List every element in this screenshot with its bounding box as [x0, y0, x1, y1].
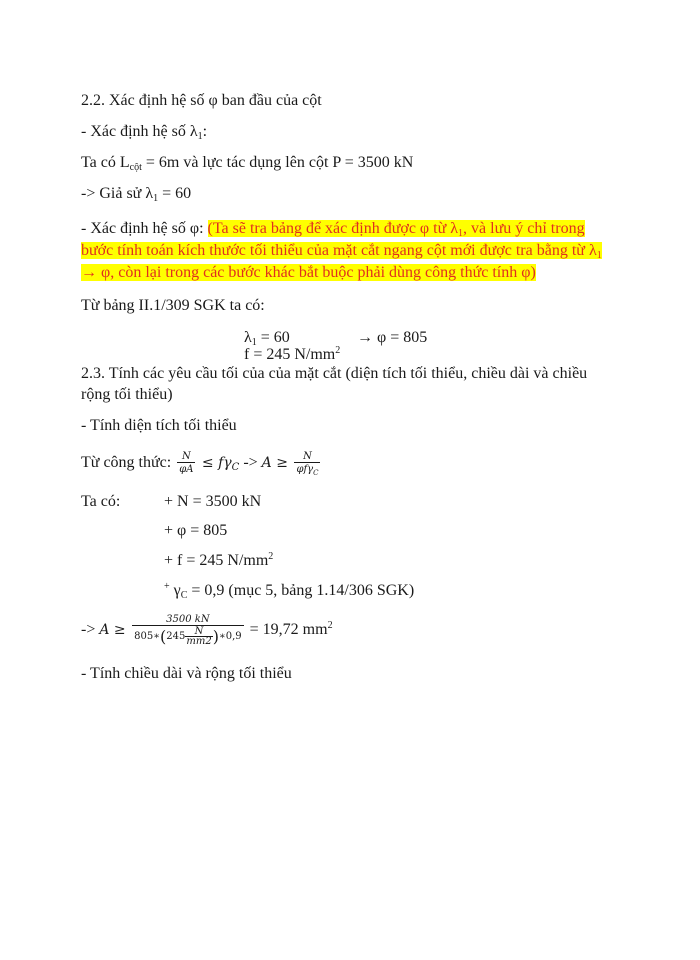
given-sub: cột — [129, 162, 142, 173]
phi-heading: - Xác định hệ số φ: — [81, 220, 208, 237]
lookup-lambda-sub: 1 — [251, 337, 257, 348]
given-prefix: Ta có L — [81, 154, 130, 171]
lambda-heading-end: : — [202, 123, 208, 140]
note-1-sub: 1 — [458, 228, 464, 239]
paren-open: ( — [160, 627, 167, 647]
note-2-sub: 1 — [596, 250, 602, 261]
formula-rhs-fraction — [294, 451, 320, 478]
lookup-phi — [357, 328, 427, 348]
result-ge: ≥ — [109, 622, 131, 638]
given-item-f — [164, 551, 273, 571]
highlighted-note-1 — [208, 220, 585, 237]
note-1a: (Ta sẽ tra bảng để xác định được φ từ λ — [207, 220, 459, 237]
rhs-den — [294, 462, 320, 478]
given-item-sup: 2 — [268, 551, 274, 562]
rhs-num: N — [303, 451, 312, 463]
result-value-sup: 2 — [327, 620, 333, 631]
formula-fy: fγ — [218, 455, 232, 471]
formula-A: A — [261, 455, 272, 471]
lookup-f-line — [244, 345, 340, 365]
lookup-f: f = 245 N/mm — [244, 346, 336, 363]
assume-prefix: -> Giả sử λ — [81, 185, 154, 202]
lookup-phi-text: → φ = 805 — [357, 329, 428, 346]
result-fraction — [132, 614, 244, 646]
section-2-3-heading-1 — [81, 364, 587, 384]
formula-prefix: Từ công thức: — [81, 454, 176, 471]
inner-den: mm2 — [186, 636, 212, 648]
result-den-a: 805∗ — [134, 631, 161, 643]
lambda-sub: 1 — [197, 131, 203, 142]
note-line-2 — [81, 241, 602, 261]
given-suffix: = 6m và lực tác dụng lên cột P = 3500 kN — [141, 154, 414, 171]
dims-heading-text: - Tính chiều dài và rộng tối thiểu — [81, 665, 292, 682]
rhs-den-sub: C — [313, 469, 319, 478]
gamma-value: = 0,9 (mục 5, bảng 1.14/306 SGK) — [187, 582, 415, 599]
formula-lhs-fraction — [177, 451, 195, 475]
given-item-phi — [164, 521, 227, 541]
given-item-n — [164, 492, 261, 512]
dims-heading — [81, 664, 292, 684]
lhs-den: φA — [179, 464, 194, 476]
given-item-gamma — [164, 581, 414, 601]
heading-2-3-line1: 2.3. Tính các yêu cầu tối của của mặt cắt (diện tích tối thiểu, chiều dài và chiều — [81, 365, 588, 382]
heading-text: 2.2. Xác định hệ số φ ban đầu của cột — [81, 92, 322, 109]
formula-ge: ≥ — [271, 455, 293, 471]
paren-close: ) — [212, 627, 219, 647]
given-item-text: + f = 245 N/mm — [164, 552, 269, 569]
heading-2-3-line2: rộng tối thiểu) — [81, 386, 173, 403]
highlighted-note-3: → φ, còn lại trong các bước khác bắt buộc phải dùng công thức tính φ) — [81, 264, 536, 281]
result-prefix: -> — [81, 621, 100, 638]
assume-sub: 1 — [153, 193, 159, 204]
table-ref-line — [81, 296, 265, 316]
area-heading-text: - Tính diện tích tối thiểu — [81, 417, 237, 434]
lookup-lambda: λ — [244, 329, 252, 346]
lookup-f-sup: 2 — [335, 345, 341, 356]
lambda-heading-text: - Xác định hệ số λ — [81, 123, 198, 140]
formula-line — [81, 449, 322, 477]
result-den-b: ∗0,9 — [218, 631, 242, 643]
formula-arrow: -> — [239, 454, 262, 471]
given-label — [81, 492, 120, 512]
note-1b: , và lưu ý chỉ trong — [463, 220, 585, 237]
assume-suffix: = 60 — [158, 185, 192, 202]
inner-fraction — [185, 627, 212, 646]
result-den-245: 245 — [166, 631, 186, 643]
section-2-3-heading-2 — [81, 385, 173, 405]
area-heading — [81, 416, 237, 436]
gamma-plus: + — [164, 581, 170, 592]
section-2-2-heading — [81, 91, 322, 111]
result-den — [132, 625, 244, 646]
note-2a: bước tính toán kích thước tối thiểu của mặt cắt ngang cột mới được tra bằng từ λ — [81, 242, 597, 259]
given-item-text: + φ = 805 — [164, 522, 228, 539]
assume-lambda-line — [81, 184, 191, 204]
result-num: 3500 kN — [166, 614, 210, 626]
gamma-sub: C — [180, 590, 188, 601]
phi-heading-line — [81, 219, 585, 239]
note-line-3 — [81, 263, 536, 283]
given-item-text: + N = 3500 kN — [164, 493, 262, 510]
formula-le: ≤ — [197, 455, 219, 471]
result-A: A — [99, 622, 110, 638]
lookup-lambda-val: = 60 — [256, 329, 290, 346]
result-value: = 19,72 mm — [245, 621, 328, 638]
formula-fy-sub: C — [231, 462, 240, 473]
table-ref: Từ bảng II.1/309 SGK ta có: — [81, 297, 265, 314]
given-column-line — [81, 153, 413, 173]
inner-num: N — [194, 626, 204, 638]
result-line — [81, 613, 333, 647]
rhs-den-main: φfγ — [296, 464, 314, 476]
gamma-text: γ — [169, 582, 181, 599]
given-label-text: Ta có: — [81, 493, 121, 510]
lambda-heading — [81, 122, 207, 142]
lhs-num: N — [181, 451, 191, 463]
highlighted-note-2 — [81, 242, 602, 259]
